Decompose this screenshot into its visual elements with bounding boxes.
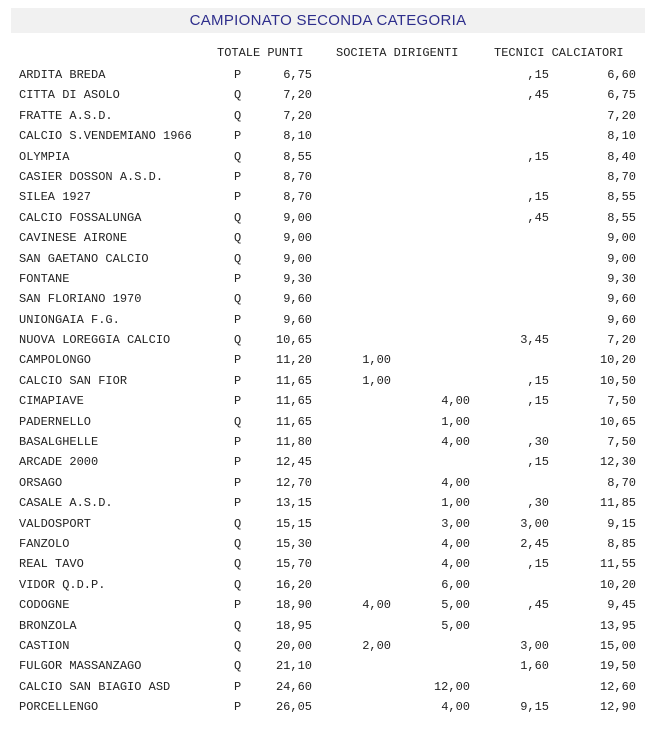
tecnici-value: ,45 <box>527 598 549 613</box>
totale-punti: 16,20 <box>275 577 312 592</box>
dirigenti-value: 3,00 <box>441 516 470 531</box>
team-name: CALCIO SAN FIOR <box>19 373 128 388</box>
calciatori-value: 7,50 <box>607 394 636 409</box>
tecnici-value: ,15 <box>527 190 549 205</box>
team-type: Q <box>234 516 242 531</box>
totale-punti: 12,45 <box>275 455 312 470</box>
calciatori-value: 8,40 <box>607 149 636 164</box>
calciatori-value: 9,60 <box>607 292 636 307</box>
team-name: REAL TAVO <box>19 557 84 572</box>
team-name: CAVINESE AIRONE <box>19 231 128 246</box>
totale-punti: 8,55 <box>283 149 312 164</box>
team-name: CASTION <box>19 638 70 653</box>
team-type: Q <box>234 149 242 164</box>
team-name: SAN GAETANO CALCIO <box>19 251 149 266</box>
societa-value: 4,00 <box>362 598 391 613</box>
calciatori-value: 9,60 <box>607 312 636 327</box>
team-type: P <box>234 373 242 388</box>
totale-punti: 7,20 <box>283 88 312 103</box>
team-name: CASALE A.S.D. <box>19 496 113 511</box>
tecnici-value: ,45 <box>527 88 549 103</box>
tecnici-value: 2,45 <box>520 536 549 551</box>
dirigenti-value: 4,00 <box>441 475 470 490</box>
team-name: VALDOSPORT <box>19 516 92 531</box>
totale-punti: 6,75 <box>283 68 312 82</box>
dirigenti-value: 5,00 <box>441 618 470 633</box>
calciatori-value: 8,10 <box>607 129 636 144</box>
team-name: ARDITA BREDA <box>19 68 106 82</box>
totale-punti: 10,65 <box>275 333 312 348</box>
team-name: CITTA DI ASOLO <box>19 88 120 103</box>
tecnici-value: ,15 <box>527 455 549 470</box>
calciatori-value: 6,60 <box>607 68 636 82</box>
team-name: VIDOR Q.D.P. <box>19 577 106 592</box>
team-type: Q <box>234 108 242 123</box>
calciatori-value: 8,55 <box>607 190 636 205</box>
calciatori-value: 7,20 <box>607 108 636 123</box>
team-name: ARCADE 2000 <box>19 455 99 470</box>
totale-punti: 7,20 <box>283 108 312 123</box>
totale-punti: 11,65 <box>275 414 312 429</box>
table-row <box>0 697 655 717</box>
team-type: Q <box>234 210 242 225</box>
team-name: CODOGNE <box>19 598 70 613</box>
team-type: P <box>234 129 242 144</box>
team-type: Q <box>234 577 242 592</box>
societa-value: 1,00 <box>362 353 391 368</box>
dirigenti-value: 4,00 <box>441 394 470 409</box>
team-type: Q <box>234 414 242 429</box>
team-type: P <box>234 271 242 286</box>
table-row <box>0 228 655 248</box>
team-name: NUOVA LOREGGIA CALCIO <box>19 333 171 348</box>
totale-punti: 18,90 <box>275 598 312 613</box>
calciatori-value: 12,90 <box>599 700 636 715</box>
team-name: CALCIO S.VENDEMIANO 1966 <box>19 129 192 144</box>
totale-punti: 9,00 <box>283 231 312 246</box>
table-row <box>0 554 655 574</box>
tecnici-value: ,30 <box>527 435 549 450</box>
team-name: PADERNELLO <box>19 414 92 429</box>
team-type: Q <box>234 88 242 103</box>
totale-punti: 8,10 <box>283 129 312 144</box>
calciatori-value: 8,55 <box>607 210 636 225</box>
team-type: Q <box>234 618 242 633</box>
totale-punti: 20,00 <box>275 638 312 653</box>
dirigenti-value: 4,00 <box>441 557 470 572</box>
calciatori-value: 10,20 <box>599 353 636 368</box>
table-row <box>0 167 655 187</box>
totale-punti: 11,65 <box>275 373 312 388</box>
totale-punti: 9,00 <box>283 251 312 266</box>
dirigenti-value: 1,00 <box>441 496 470 511</box>
team-type: P <box>234 394 242 409</box>
team-type: P <box>234 455 242 470</box>
dirigenti-value: 5,00 <box>441 598 470 613</box>
table-row <box>0 269 655 289</box>
table-row <box>0 432 655 452</box>
calciatori-value: 19,50 <box>599 659 636 674</box>
dirigenti-value: 4,00 <box>441 700 470 715</box>
team-type: Q <box>234 659 242 674</box>
table-row <box>0 371 655 391</box>
table-row <box>0 187 655 207</box>
tecnici-value: ,15 <box>527 149 549 164</box>
team-name: PORCELLENGO <box>19 700 99 715</box>
dirigenti-value: 4,00 <box>441 435 470 450</box>
table-row <box>0 85 655 105</box>
societa-value: 1,00 <box>362 373 391 388</box>
calciatori-value: 8,70 <box>607 475 636 490</box>
calciatori-value: 13,95 <box>599 618 636 633</box>
calciatori-value: 12,60 <box>599 679 636 694</box>
table-row <box>0 473 655 493</box>
tecnici-value: 3,00 <box>520 516 549 531</box>
table-row <box>0 636 655 656</box>
table-row <box>0 595 655 615</box>
tecnici-value: 1,60 <box>520 659 549 674</box>
table-row <box>0 249 655 269</box>
table-row <box>0 534 655 554</box>
team-name: CIMAPIAVE <box>19 394 84 409</box>
totale-punti: 12,70 <box>275 475 312 490</box>
team-type: P <box>234 312 242 327</box>
team-name: ORSAGO <box>19 475 63 490</box>
tecnici-value: ,15 <box>527 557 549 572</box>
calciatori-value: 9,00 <box>607 251 636 266</box>
team-name: FULGOR MASSANZAGO <box>19 659 142 674</box>
calciatori-value: 11,55 <box>599 557 636 572</box>
dirigenti-value: 6,00 <box>441 577 470 592</box>
totale-punti: 26,05 <box>275 700 312 715</box>
table-row <box>0 493 655 513</box>
calciatori-value: 11,85 <box>599 496 636 511</box>
header-tecnici-calciatori: TECNICI CALCIATORI <box>494 46 624 60</box>
table-row <box>0 126 655 146</box>
table-row <box>0 412 655 432</box>
table-row <box>0 616 655 636</box>
totale-punti: 18,95 <box>275 618 312 633</box>
tecnici-value: ,45 <box>527 210 549 225</box>
team-name: FANZOLO <box>19 536 70 551</box>
totale-punti: 9,00 <box>283 210 312 225</box>
tecnici-value: ,30 <box>527 496 549 511</box>
team-name: OLYMPIA <box>19 149 70 164</box>
calciatori-value: 10,65 <box>599 414 636 429</box>
team-type: P <box>234 353 242 368</box>
team-name: CALCIO SAN BIAGIO ASD <box>19 679 171 694</box>
totale-punti: 21,10 <box>275 659 312 674</box>
team-type: P <box>234 598 242 613</box>
totale-punti: 11,65 <box>275 394 312 409</box>
team-type: Q <box>234 231 242 246</box>
table-row <box>0 106 655 126</box>
table-row <box>0 65 655 85</box>
team-name: CAMPOLONGO <box>19 353 92 368</box>
team-name: CASIER DOSSON A.S.D. <box>19 169 164 184</box>
team-name: CALCIO FOSSALUNGA <box>19 210 142 225</box>
team-type: P <box>234 496 242 511</box>
team-name: BRONZOLA <box>19 618 77 633</box>
calciatori-value: 6,75 <box>607 88 636 103</box>
calciatori-value: 9,45 <box>607 598 636 613</box>
table-row <box>0 452 655 472</box>
team-name: FRATTE A.S.D. <box>19 108 113 123</box>
tecnici-value: ,15 <box>527 68 549 82</box>
team-type: P <box>234 68 242 82</box>
team-type: P <box>234 169 242 184</box>
table-row <box>0 514 655 534</box>
tecnici-value: 3,00 <box>520 638 549 653</box>
totale-punti: 11,20 <box>275 353 312 368</box>
team-type: Q <box>234 557 242 572</box>
tecnici-value: ,15 <box>527 394 549 409</box>
title-bar <box>11 8 645 33</box>
totale-punti: 9,60 <box>283 292 312 307</box>
table-row <box>0 208 655 228</box>
tecnici-value: 3,45 <box>520 333 549 348</box>
calciatori-value: 7,50 <box>607 435 636 450</box>
team-name: BASALGHELLE <box>19 435 99 450</box>
table-row <box>0 289 655 309</box>
page-title: CAMPIONATO SECONDA CATEGORIA <box>189 12 467 29</box>
team-type: P <box>234 700 242 715</box>
calciatori-value: 9,30 <box>607 271 636 286</box>
totale-punti: 8,70 <box>283 169 312 184</box>
table-body <box>0 65 655 718</box>
team-type: P <box>234 190 242 205</box>
tecnici-value: 9,15 <box>520 700 549 715</box>
team-type: P <box>234 435 242 450</box>
totale-punti: 15,30 <box>275 536 312 551</box>
table-row <box>0 391 655 411</box>
dirigenti-value: 1,00 <box>441 414 470 429</box>
calciatori-value: 15,00 <box>599 638 636 653</box>
team-type: Q <box>234 638 242 653</box>
calciatori-value: 10,20 <box>599 577 636 592</box>
calciatori-value: 8,70 <box>607 169 636 184</box>
table-row <box>0 330 655 350</box>
calciatori-value: 7,20 <box>607 333 636 348</box>
table-row <box>0 147 655 167</box>
header-totale-punti: TOTALE PUNTI <box>217 46 304 60</box>
calciatori-value: 9,00 <box>607 231 636 246</box>
header-societa-dirigenti: SOCIETA DIRIGENTI <box>336 46 459 60</box>
team-type: P <box>234 475 242 490</box>
team-name: FONTANE <box>19 271 70 286</box>
calciatori-value: 10,50 <box>599 373 636 388</box>
totale-punti: 15,15 <box>275 516 312 531</box>
table-row <box>0 350 655 370</box>
team-name: UNIONGAIA F.G. <box>19 312 120 327</box>
societa-value: 2,00 <box>362 638 391 653</box>
team-type: Q <box>234 536 242 551</box>
dirigenti-value: 4,00 <box>441 536 470 551</box>
totale-punti: 9,30 <box>283 271 312 286</box>
tecnici-value: ,15 <box>527 373 549 388</box>
totale-punti: 24,60 <box>275 679 312 694</box>
team-type: Q <box>234 333 242 348</box>
table-row <box>0 656 655 676</box>
calciatori-value: 8,85 <box>607 536 636 551</box>
calciatori-value: 12,30 <box>599 455 636 470</box>
team-name: SAN FLORIANO 1970 <box>19 292 142 307</box>
totale-punti: 15,70 <box>275 557 312 572</box>
totale-punti: 8,70 <box>283 190 312 205</box>
table-row <box>0 575 655 595</box>
totale-punti: 9,60 <box>283 312 312 327</box>
totale-punti: 11,80 <box>275 435 312 450</box>
team-type: Q <box>234 251 242 266</box>
totale-punti: 13,15 <box>275 496 312 511</box>
table-row <box>0 677 655 697</box>
dirigenti-value: 12,00 <box>433 679 470 694</box>
team-name: SILEA 1927 <box>19 190 92 205</box>
team-type: P <box>234 679 242 694</box>
calciatori-value: 9,15 <box>607 516 636 531</box>
team-type: Q <box>234 292 242 307</box>
table-row <box>0 310 655 330</box>
